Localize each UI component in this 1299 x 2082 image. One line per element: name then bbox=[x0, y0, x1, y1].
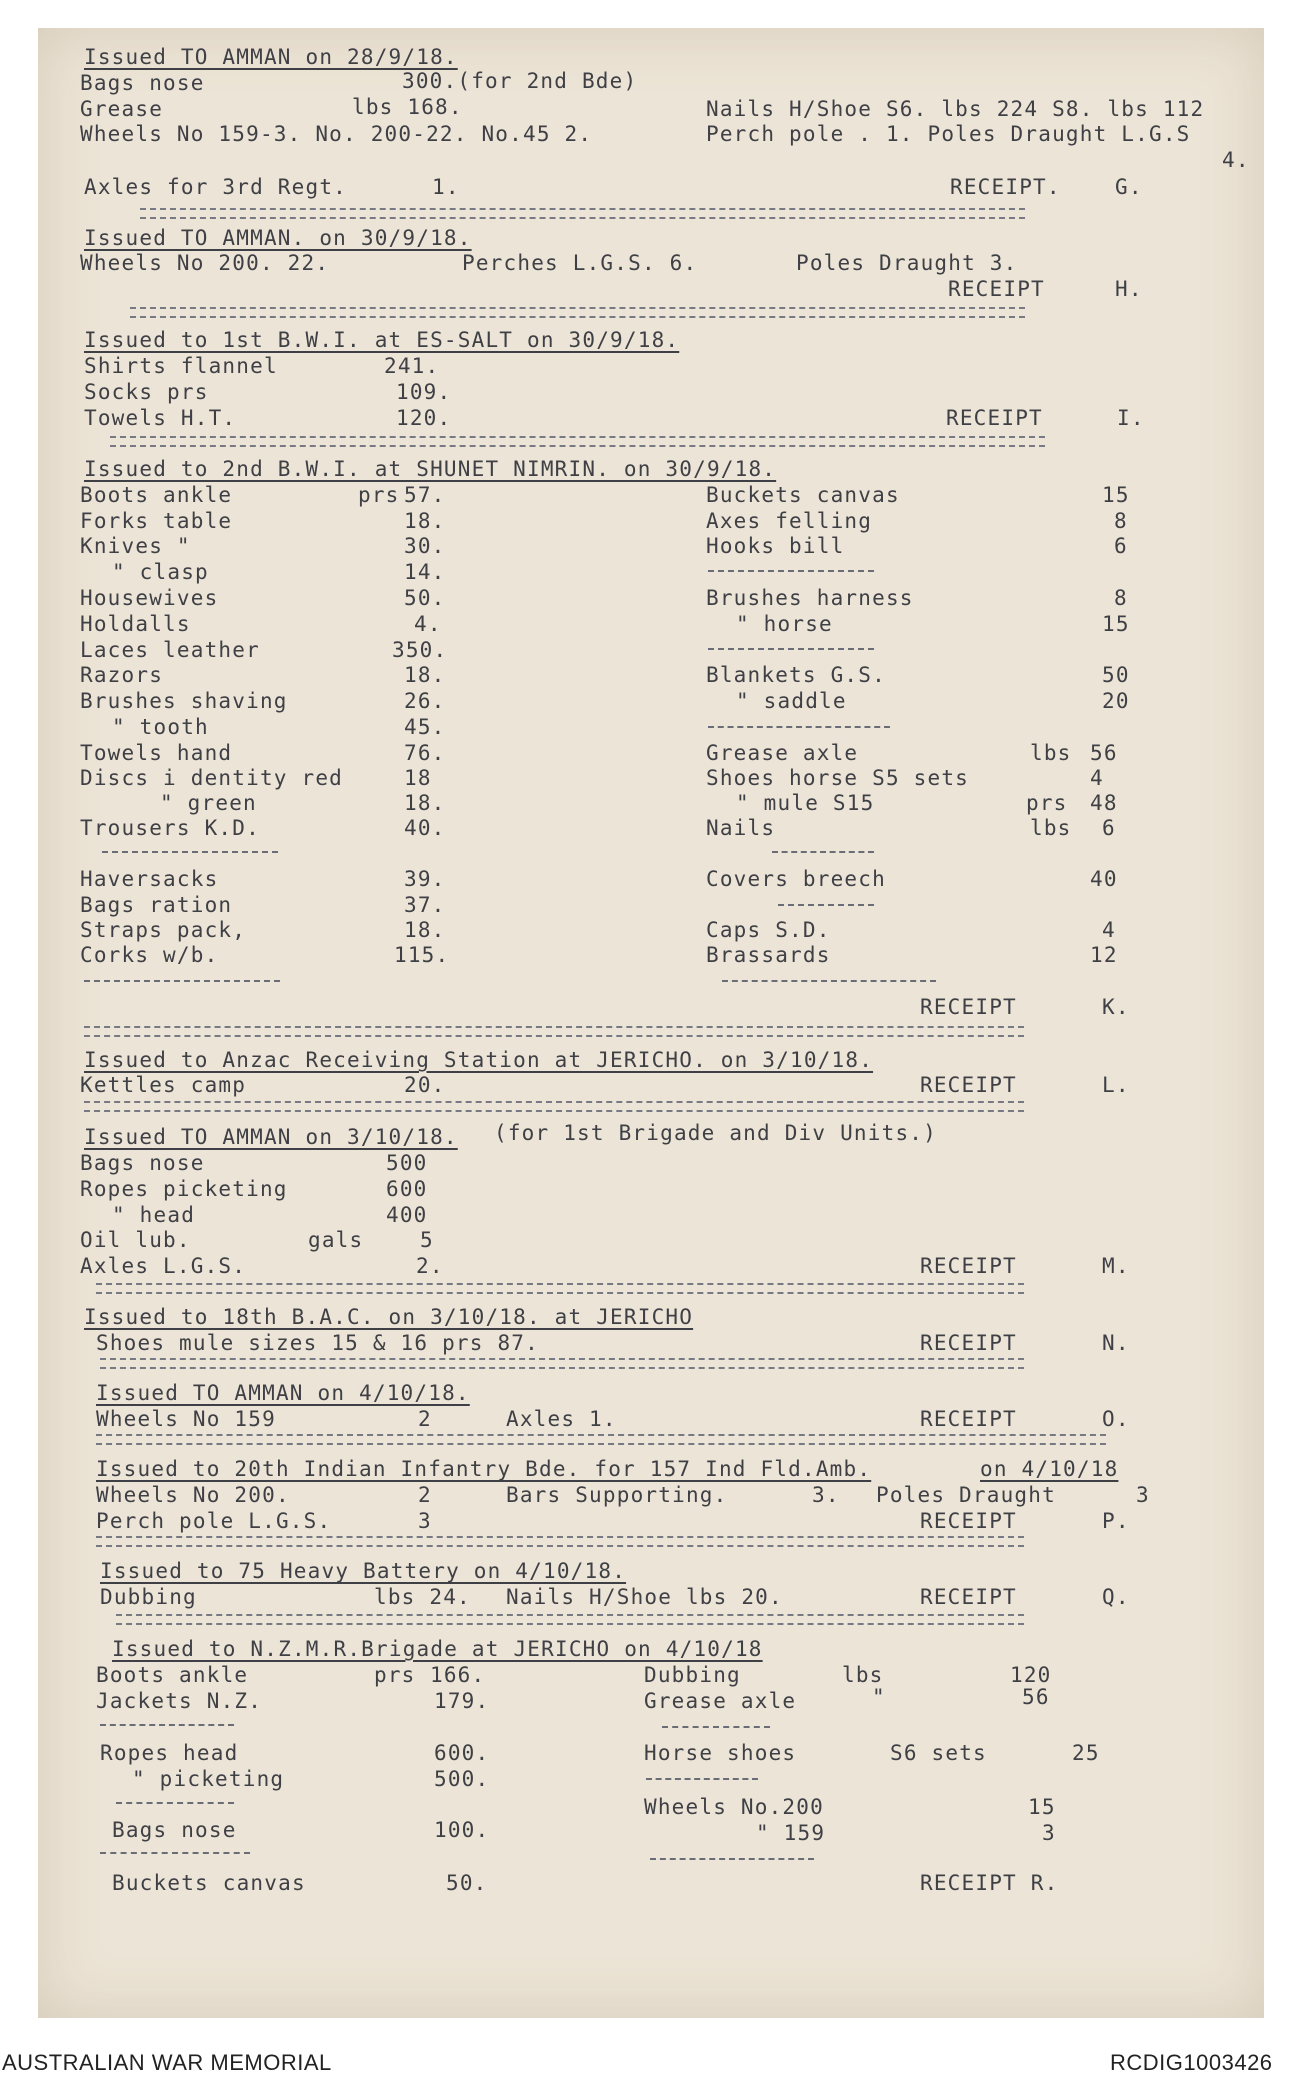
item-label: Straps pack, bbox=[80, 918, 247, 942]
item-label: Boots ankle bbox=[80, 483, 233, 507]
item-value: 15 bbox=[1102, 483, 1130, 507]
item-value: 500. bbox=[434, 1767, 490, 1791]
section-title: Issued to 20th Indian Infantry Bde. for 157 Ind Fld.Amb. bbox=[96, 1457, 872, 1481]
item-unit: lbs bbox=[842, 1663, 884, 1687]
item-unit: prs bbox=[358, 483, 400, 507]
item-value: 300.(for 2nd Bde) bbox=[402, 69, 638, 93]
item-value: 76. bbox=[404, 741, 446, 765]
item-label: " green bbox=[160, 791, 257, 815]
item-value: 115. bbox=[394, 943, 450, 967]
item-label: Forks table bbox=[80, 509, 233, 533]
item-label: Brassards bbox=[706, 943, 831, 967]
item-value: 18. bbox=[404, 918, 446, 942]
item-unit: lbs bbox=[1030, 741, 1072, 765]
item-label: Grease axle bbox=[644, 1689, 797, 1713]
item-unit: gals bbox=[308, 1228, 364, 1252]
item-label: Wheels No.200 bbox=[644, 1795, 824, 1819]
item-value: 600. bbox=[434, 1741, 490, 1765]
item-label: Grease axle bbox=[706, 741, 859, 765]
receipt-label: RECEIPT R. bbox=[920, 1871, 1059, 1895]
item-label: Buckets canvas bbox=[706, 483, 900, 507]
item-label: Dubbing bbox=[644, 1663, 741, 1687]
item-value: 4. bbox=[414, 612, 442, 636]
section-title: Issued to 1st B.W.I. at ES-SALT on 30/9/18. bbox=[84, 328, 680, 352]
item-value: 18. bbox=[404, 791, 446, 815]
item-label: Towels H.T. bbox=[84, 406, 237, 430]
receipt-letter: O. bbox=[1102, 1407, 1130, 1431]
item-unit: prs bbox=[374, 1663, 416, 1687]
receipt-letter: G. bbox=[1115, 175, 1143, 199]
item-label: Boots ankle bbox=[96, 1663, 249, 1687]
item-value: 600 bbox=[386, 1177, 428, 1201]
section-divider bbox=[96, 1434, 1106, 1445]
item-value: lbs 168. bbox=[352, 95, 463, 119]
item-divider bbox=[708, 570, 874, 572]
item-label: " saddle bbox=[736, 689, 847, 713]
item-label: Bags nose bbox=[80, 71, 205, 95]
item-value: 8 bbox=[1114, 509, 1128, 533]
item-value: 4 bbox=[1090, 766, 1104, 790]
item-value: 25 bbox=[1072, 1741, 1100, 1765]
item-value: 3 bbox=[418, 1509, 432, 1533]
item-unit: " bbox=[872, 1685, 886, 1709]
item-value: 4. bbox=[1222, 148, 1250, 172]
receipt-letter: K. bbox=[1102, 995, 1130, 1019]
item-value: 48 bbox=[1090, 791, 1118, 815]
item-label: Axes felling bbox=[706, 509, 873, 533]
item-label: " picketing bbox=[132, 1767, 285, 1791]
item-label: Horse shoes bbox=[644, 1741, 797, 1765]
item-value: 20 bbox=[1102, 689, 1130, 713]
item-label: Shoes mule sizes 15 & 16 prs 87. bbox=[96, 1331, 539, 1355]
item-label: Haversacks bbox=[80, 867, 219, 891]
item-divider bbox=[708, 726, 890, 728]
item-value: 4 bbox=[1102, 918, 1116, 942]
receipt-label: RECEIPT. bbox=[950, 175, 1061, 199]
item-label: Razors bbox=[80, 663, 164, 687]
item-divider bbox=[708, 648, 874, 650]
item-value: 3. bbox=[812, 1483, 840, 1507]
receipt-letter: M. bbox=[1102, 1254, 1130, 1278]
receipt-letter: P. bbox=[1102, 1509, 1130, 1533]
item-value: 8 bbox=[1114, 586, 1128, 610]
item-label: Brushes shaving bbox=[80, 689, 288, 713]
receipt-label: RECEIPT bbox=[920, 1509, 1017, 1533]
item-label: Bags ration bbox=[80, 893, 233, 917]
item-value: 3 bbox=[1042, 1821, 1056, 1845]
section-title: Issued TO AMMAN on 4/10/18. bbox=[96, 1381, 470, 1405]
item-unit: lbs bbox=[1030, 816, 1072, 840]
section-title: Issued to N.Z.M.R.Brigade at JERICHO on 4/10/18 bbox=[112, 1637, 763, 1661]
item-value: 15 bbox=[1102, 612, 1130, 636]
item-value: 30. bbox=[404, 534, 446, 558]
item-label: Nails H/Shoe S6. lbs 224 S8. lbs 112 bbox=[706, 97, 1205, 121]
item-value: 2 bbox=[418, 1483, 432, 1507]
item-label: Wheels No 200. 22. bbox=[80, 251, 330, 275]
item-value: 50. bbox=[404, 586, 446, 610]
item-label: Blankets G.S. bbox=[706, 663, 886, 687]
item-label: Corks w/b. bbox=[80, 943, 219, 967]
item-value: 166. bbox=[430, 1663, 486, 1687]
item-label: Socks prs bbox=[84, 380, 209, 404]
item-label: Wheels No 200. bbox=[96, 1483, 290, 1507]
item-label: Nails H/Shoe lbs 20. bbox=[506, 1585, 783, 1609]
item-divider bbox=[102, 851, 278, 853]
item-label: Nails bbox=[706, 816, 776, 840]
item-value: 14. bbox=[404, 560, 446, 584]
item-value: 50 bbox=[1102, 663, 1130, 687]
item-divider bbox=[662, 1726, 770, 1728]
item-divider bbox=[650, 1858, 814, 1860]
item-value: 56 bbox=[1090, 741, 1118, 765]
item-label: " clasp bbox=[112, 560, 209, 584]
section-title: Issued to 75 Heavy Battery on 4/10/18. bbox=[100, 1559, 627, 1583]
item-label: " mule S15 bbox=[736, 791, 875, 815]
section-divider bbox=[84, 1101, 1024, 1112]
item-label: Housewives bbox=[80, 586, 219, 610]
receipt-label: RECEIPT bbox=[920, 1073, 1017, 1097]
item-divider bbox=[84, 980, 280, 982]
item-value: 400 bbox=[386, 1203, 428, 1227]
item-value: 56 bbox=[1022, 1685, 1050, 1709]
item-label: " 159 bbox=[756, 1821, 826, 1845]
item-value: 2. bbox=[416, 1254, 444, 1278]
item-value: 26. bbox=[404, 689, 446, 713]
section-divider bbox=[96, 1283, 1024, 1294]
item-value: 179. bbox=[434, 1689, 490, 1713]
item-value: 6 bbox=[1114, 534, 1128, 558]
item-label: Bars Supporting. bbox=[506, 1483, 728, 1507]
item-unit: S6 sets bbox=[890, 1741, 987, 1765]
item-divider bbox=[100, 1724, 234, 1726]
item-label: Ropes picketing bbox=[80, 1177, 288, 1201]
item-label: Discs i dentity red bbox=[80, 766, 344, 790]
item-label: Grease bbox=[80, 97, 164, 121]
section-divider bbox=[110, 436, 1045, 447]
item-label: Wheels No 159-3. No. 200-22. No.45 2. bbox=[80, 122, 593, 146]
item-value: 20. bbox=[404, 1073, 446, 1097]
item-label: Poles Draught bbox=[876, 1483, 1056, 1507]
section-title: Issued to Anzac Receiving Station at JERICHO. on 3/10/18. bbox=[84, 1048, 874, 1072]
receipt-letter: Q. bbox=[1102, 1585, 1130, 1609]
item-label: Caps S.D. bbox=[706, 918, 831, 942]
receipt-label: RECEIPT bbox=[920, 1331, 1017, 1355]
section-title: Issued TO AMMAN on 3/10/18. bbox=[84, 1125, 458, 1149]
item-divider bbox=[722, 980, 936, 982]
receipt-label: RECEIPT bbox=[948, 277, 1045, 301]
item-value: 18 bbox=[404, 766, 432, 790]
item-value: 241. bbox=[384, 354, 440, 378]
item-label: Axles 1. bbox=[506, 1407, 617, 1431]
item-label: Hooks bill bbox=[706, 534, 845, 558]
item-label: Axles for 3rd Regt. bbox=[84, 175, 348, 199]
item-value: 6 bbox=[1102, 816, 1116, 840]
item-value: 15 bbox=[1028, 1795, 1056, 1819]
item-label: Knives " bbox=[80, 534, 191, 558]
item-divider bbox=[100, 1852, 250, 1854]
item-label: " horse bbox=[736, 612, 833, 636]
item-value: 40. bbox=[404, 816, 446, 840]
item-label: Jackets N.Z. bbox=[96, 1689, 263, 1713]
item-label: Dubbing bbox=[100, 1585, 197, 1609]
item-divider bbox=[778, 904, 874, 906]
receipt-letter: H. bbox=[1115, 277, 1143, 301]
item-label: Axles L.G.S. bbox=[80, 1254, 247, 1278]
item-value: 3 bbox=[1136, 1483, 1150, 1507]
item-value: 109. bbox=[396, 380, 452, 404]
item-label: Ropes head bbox=[100, 1741, 239, 1765]
item-value: 40 bbox=[1090, 867, 1118, 891]
item-label: Perch pole . 1. Poles Draught L.G.S bbox=[706, 122, 1191, 146]
receipt-letter: L. bbox=[1102, 1073, 1130, 1097]
receipt-letter: I. bbox=[1117, 406, 1145, 430]
item-value: 1. bbox=[432, 175, 460, 199]
section-divider bbox=[130, 307, 1025, 318]
section-divider bbox=[116, 1614, 1024, 1625]
item-label: Shirts flannel bbox=[84, 354, 278, 378]
item-label: Shoes horse S5 sets bbox=[706, 766, 970, 790]
item-divider bbox=[646, 1778, 758, 1780]
item-value: lbs 24. bbox=[374, 1585, 471, 1609]
section-title-date: on 4/10/18 bbox=[980, 1457, 1119, 1481]
receipt-label: RECEIPT bbox=[946, 406, 1043, 430]
item-label: Poles Draught 3. bbox=[796, 251, 1018, 275]
archive-item-id: RCDIG1003426 bbox=[1110, 2050, 1273, 2075]
item-label: Wheels No 159 bbox=[96, 1407, 276, 1431]
receipt-label: RECEIPT bbox=[920, 1254, 1017, 1278]
item-value: 18. bbox=[404, 663, 446, 687]
item-label: Kettles camp bbox=[80, 1073, 247, 1097]
receipt-label: RECEIPT bbox=[920, 1585, 1017, 1609]
item-value: 12 bbox=[1090, 943, 1118, 967]
item-label: Oil lub. bbox=[80, 1228, 191, 1252]
item-value: 120. bbox=[396, 406, 452, 430]
item-value: 100. bbox=[434, 1818, 490, 1842]
receipt-label: RECEIPT bbox=[920, 995, 1017, 1019]
section-title-note: (for 1st Brigade and Div Units.) bbox=[494, 1121, 937, 1145]
section-divider bbox=[84, 1026, 1024, 1037]
item-label: Bags nose bbox=[80, 1151, 205, 1175]
item-value: 37. bbox=[404, 893, 446, 917]
item-value: 39. bbox=[404, 867, 446, 891]
item-value: 45. bbox=[404, 715, 446, 739]
item-value: 57. bbox=[404, 483, 446, 507]
item-label: Bags nose bbox=[112, 1818, 237, 1842]
section-divider bbox=[100, 1358, 1024, 1369]
item-label: Laces leather bbox=[80, 638, 260, 662]
item-value: 350. bbox=[392, 638, 448, 662]
receipt-label: RECEIPT bbox=[920, 1407, 1017, 1431]
item-label: Towels hand bbox=[80, 741, 233, 765]
item-value: 18. bbox=[404, 509, 446, 533]
item-label: Brushes harness bbox=[706, 586, 914, 610]
item-divider bbox=[772, 851, 874, 853]
item-label: Perches L.G.S. 6. bbox=[462, 251, 698, 275]
item-value: 5 bbox=[420, 1228, 434, 1252]
item-label: Holdalls bbox=[80, 612, 191, 636]
section-title: Issued to 18th B.A.C. on 3/10/18. at JERICHO bbox=[84, 1305, 694, 1329]
section-title: Issued TO AMMAN on 28/9/18. bbox=[84, 45, 458, 69]
item-label: Trousers K.D. bbox=[80, 816, 260, 840]
item-label: Covers breech bbox=[706, 867, 886, 891]
item-value: 50. bbox=[446, 1871, 488, 1895]
section-title: Issued to 2nd B.W.I. at SHUNET NIMRIN. on 30/9/18. bbox=[84, 457, 777, 481]
section-divider bbox=[96, 1536, 1024, 1547]
section-title: Issued TO AMMAN. on 30/9/18. bbox=[84, 226, 472, 250]
item-unit: prs bbox=[1026, 791, 1068, 815]
item-value: 500 bbox=[386, 1151, 428, 1175]
item-label: " tooth bbox=[112, 715, 209, 739]
item-label: Perch pole L.G.S. bbox=[96, 1509, 332, 1533]
item-value: 120 bbox=[1010, 1663, 1052, 1687]
section-divider bbox=[140, 208, 1025, 219]
item-label: Buckets canvas bbox=[112, 1871, 306, 1895]
item-value: 2 bbox=[418, 1407, 432, 1431]
receipt-letter: N. bbox=[1102, 1331, 1130, 1355]
archive-credit: AUSTRALIAN WAR MEMORIAL bbox=[2, 2050, 332, 2075]
item-divider bbox=[116, 1802, 234, 1804]
item-label: " head bbox=[112, 1203, 196, 1227]
